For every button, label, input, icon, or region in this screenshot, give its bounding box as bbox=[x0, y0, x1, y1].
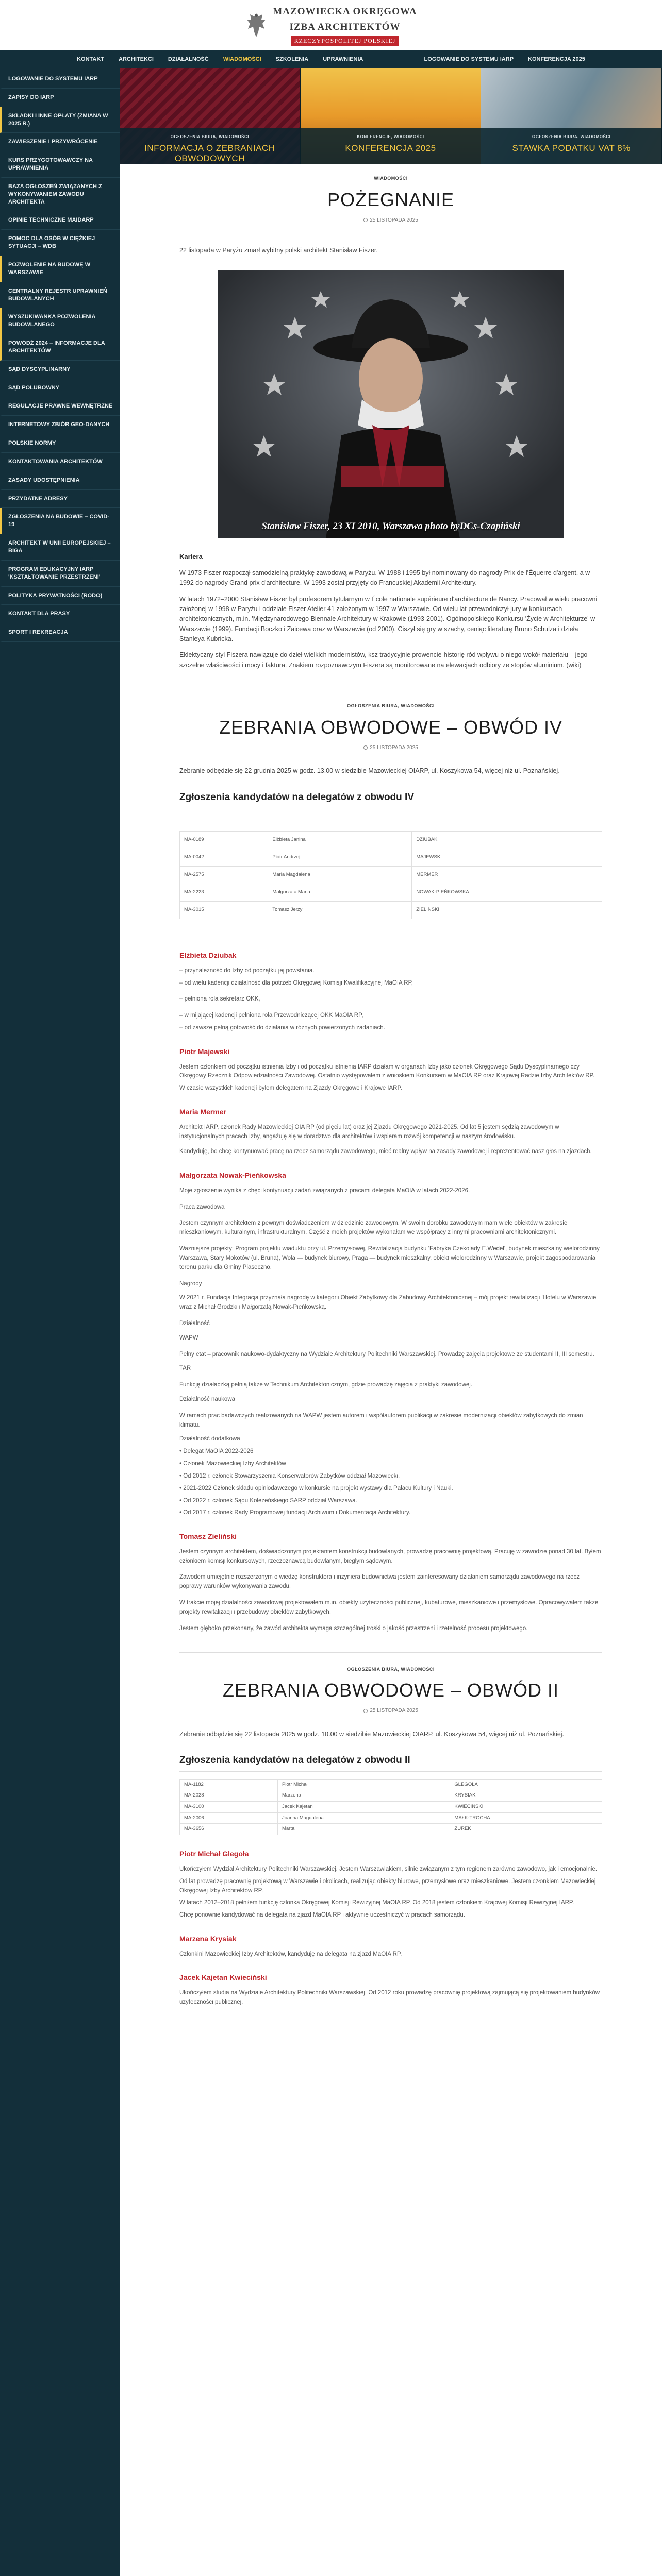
candidate-line: Członkini Mazowieckiej Izby Architektów, kandyduję na delegata na zjazd MaOIA RP. bbox=[179, 1951, 402, 1957]
slide-konferencja[interactable] bbox=[301, 68, 482, 164]
candidate-line: – od zawsze pełną gotowość do działania w różnych powierzonych zadaniach. bbox=[179, 1025, 385, 1031]
sidebar-item[interactable]: PROGRAM EDUKACYJNY IARP 'KSZTAŁTOWANIE PRZESTRZENI' bbox=[0, 561, 120, 587]
table-row bbox=[180, 1802, 602, 1813]
table-cell: MAJEWSKI bbox=[412, 849, 602, 867]
slide-category: KONFERENCJE, WIADOMOŚCI bbox=[357, 134, 424, 139]
table-cell: KWIECIŃSKI bbox=[450, 1802, 602, 1813]
candidate-line: Chcę ponownie kandydować na delegata na zjazd MaOIA RP i aktywnie uczestniczyć w pracach samorządu. bbox=[179, 1912, 465, 1919]
post-date bbox=[179, 216, 602, 225]
candidate-text bbox=[179, 967, 602, 1033]
candidate-line: – przynależność do Izby od początku jej powstania. bbox=[179, 967, 315, 974]
main-content bbox=[120, 68, 662, 2576]
clock-icon bbox=[363, 745, 368, 750]
candidate-name: Piotr Majewski bbox=[179, 1047, 230, 1056]
slide-caption bbox=[481, 128, 661, 164]
sidebar-item[interactable]: ZASADY UDOSTĘPNIENIA bbox=[0, 471, 120, 490]
paragraph: Eklektyczny styl Fiszera nawiązuje do dzieł wielkich modernistów, ksz tradycyjnie prowencie-historię ród wpływu o niego wokół materiału – jego szczelne właściwości i mocy i faktura. Znakiem rozpoznawczym Fiszera są monitorowane na elewacjach odbiory ze stopów aluminium. (wiki) bbox=[179, 651, 588, 669]
sidebar-item[interactable]: ZGŁOSZENIA NA BUDOWIE – COVID-19 bbox=[0, 508, 120, 534]
sidebar-item[interactable]: ZAWIESZENIE I PRZYWRÓCENIE bbox=[0, 133, 120, 151]
sidebar-item[interactable]: BAZA OGŁOSZEŃ ZWIĄZANYCH Z WYKONYWANIEM ZAWODU ARCHITEKTA bbox=[0, 178, 120, 212]
candidate-line: Ważniejsze projekty: Program projektu wiaduktu przy ul. Przemysłowej, Rewitalizacja budynku 'Fabryka Czekolady E.Wedel', budynek mieszkalny wielorodzinny Warszawa, Stary Mokotów (ul. Bruna), Wola — budynek biurowy, Praga — budynek mieszkalny, obiekt wielorodzinny w Warszawie, projekt zagospodarowania terenu parku dla Gminy Piaseczno. bbox=[179, 1246, 600, 1270]
candidate-line: WAPW bbox=[179, 1334, 198, 1341]
table-cell: MA-2223 bbox=[180, 884, 268, 902]
candidate-line: W 2021 r. Fundacja Integracja przyznała nagrodę w kategorii Obiekt Zabytkowy dla Zabudowy Architektonicznej – mój projekt rewitalizacji 'Hotelu w Warszawie' wraz z Michał Grodzki i Małgorzatą Nowak-Pieńkowską. bbox=[179, 1295, 598, 1311]
candidate-line: Jestem czynnym architektem z pewnym doświadczeniem w dziedzinie zawodowym. W swoim dorobku zawodowym mam wiele obiektów w zakresie mieszkaniowym, kulturalnym, infrastrukturalnym. Część z moich projektów wykonałam we współpracy z innymi pracowniami architektonicznymi. bbox=[179, 1220, 568, 1236]
candidate-line: W trakcie mojej działalności zawodowej projektowałem m.in. obiekty użyteczności publicznej, kubaturowe, mieszkaniowe i przemysłowe. Opracowywałem także projekty rewitalizacji i przebudowy obiektów zabytkowych. bbox=[179, 1600, 599, 1615]
main-nav bbox=[0, 50, 662, 68]
sidebar-item[interactable]: OPINIE TECHNICZNE MAIDARP bbox=[0, 211, 120, 230]
table-cell: MA-0042 bbox=[180, 849, 268, 867]
sidebar-item[interactable]: REGULACJE PRAWNE WEWNĘTRZNE bbox=[0, 397, 120, 416]
table-cell: MA-3100 bbox=[180, 1802, 278, 1813]
table-cell: Marta bbox=[277, 1824, 450, 1835]
candidate-line: – pełniona rola sekretarz OKK, bbox=[179, 996, 260, 1003]
candidate-line: Jestem członkiem od początku istnienia Izby i od początku istnienia IARP działam w organach Izby jako członek Okręgowego Sądu Dyscyplinarnego czy Okręgowy Rzecznik Odpowiedzialności Zawodowej. Ostatnio występowałem z wnioskiem Konkursem w MaOIA RP oraz Krajowej Radzie Izby Architektów RP. bbox=[179, 1063, 594, 1079]
sidebar bbox=[0, 68, 120, 2576]
candidate-line: Ukończyłem studia na Wydziale Architektury Politechniki Warszawskiej. Od 2012 roku prowadzę pracownię projektową zajmującą się projektowaniem budynków użyteczności publicznej. bbox=[179, 1990, 600, 2005]
candidate-line: Moje zgłoszenie wynika z chęci kontynuacji zadań związanych z pracami delegata MaOIA w latach 2022-2026. bbox=[179, 1187, 470, 1194]
slide-zebrania[interactable] bbox=[120, 68, 301, 164]
clock-icon bbox=[363, 218, 368, 222]
candidate-line: Od lat prowadzę pracownię projektową w Warszawie i okolicach, realizując obiekty biurowe, przemysłowe oraz mieszkaniowe. Jestem członkiem Mazowieckiej Okręgowej Izby Architektów RP. bbox=[179, 1878, 596, 1894]
table-cell: MA-2028 bbox=[180, 1790, 278, 1802]
table-cell: Jacek Kajetan bbox=[277, 1802, 450, 1813]
featured-slider bbox=[120, 68, 662, 164]
post-category: OGŁOSZENIA BIURA, WIADOMOŚCI bbox=[347, 703, 435, 709]
table-row bbox=[180, 902, 602, 919]
candidate-line: • 2021-2022 Członek składu opiniodawczego w konkursie na projekt wystawy dla Pałacu Kultury i Nauki. bbox=[179, 1485, 453, 1492]
table-cell: DZIUBAK bbox=[412, 832, 602, 849]
slide-category: OGŁOSZENIA BIURA, WIADOMOŚCI bbox=[170, 134, 250, 139]
candidate-line: W latach 2012–2018 pełniłem funkcję członka Okręgowej Komisji Rewizyjnej MaOIA RP. Od 2018 jestem członkiem Krajowej Komisji Rewizyjnej IARP. bbox=[179, 1900, 574, 1906]
candidate-name: Jacek Kajetan Kwieciński bbox=[179, 1973, 267, 1982]
candidate-line: Zawodem umiejętnie rozszerzonym o wiedzę konstruktora i inżyniera budownictwa jestem zainteresowany działaniem samorządu zawodowego na rzecz poprawy warunków wykonywania zawodu. bbox=[179, 1574, 580, 1590]
candidate-text bbox=[179, 1989, 602, 2007]
table-row bbox=[180, 832, 602, 849]
post-date bbox=[179, 1707, 602, 1715]
slide-caption bbox=[120, 128, 300, 164]
candidate-name: Marzena Krysiak bbox=[179, 1934, 237, 1943]
post-title[interactable]: ZEBRANIA OBWODOWE – OBWÓD II bbox=[222, 1680, 559, 1701]
table-row bbox=[180, 867, 602, 884]
table-cell: Marzena bbox=[277, 1790, 450, 1802]
table-cell: Tomasz Jerzy bbox=[268, 902, 412, 919]
table-cell: MA-3656 bbox=[180, 1824, 278, 1835]
sidebar-item[interactable]: POMOC DLA OSÓB W CIĘŻKIEJ SYTUACJI – WDB bbox=[0, 230, 120, 256]
candidate-text bbox=[179, 1187, 602, 1518]
sidebar-item[interactable]: KURS PRZYGOTOWAWCZY NA UPRAWNIENIA bbox=[0, 151, 120, 178]
clock-icon bbox=[363, 1709, 368, 1713]
table-cell: KRYSIAK bbox=[450, 1790, 602, 1802]
table-cell: MA-1182 bbox=[180, 1779, 278, 1790]
post-category: OGŁOSZENIA BIURA, WIADOMOŚCI bbox=[347, 1666, 435, 1672]
candidates-table bbox=[179, 1779, 602, 1836]
post-date-text: 25 LISTOPADA 2025 bbox=[370, 217, 418, 223]
post-title[interactable]: ZEBRANIA OBWODOWE – OBWÓD IV bbox=[219, 717, 563, 738]
candidate-name: Małgorzata Nowak-Pieńkowska bbox=[179, 1171, 286, 1180]
nav-item-szkolenia[interactable]: SZKOLENIA bbox=[275, 56, 309, 62]
post-title[interactable]: POŻEGNANIE bbox=[327, 189, 455, 210]
candidate-name: Piotr Michał Glegoła bbox=[179, 1850, 249, 1858]
candidate-line: • Od 2012 r. członek Stowarzyszenia Konserwatorów Zabytków oddział Mazowiecki. bbox=[179, 1472, 400, 1479]
table-cell: MA-2575 bbox=[180, 867, 268, 884]
table-row bbox=[180, 1779, 602, 1790]
candidate-line: Działalność bbox=[179, 1320, 210, 1327]
candidate-line: • Delegat MaOIA 2022-2026 bbox=[179, 1448, 254, 1455]
table-cell: Joanna Magdalena bbox=[277, 1812, 450, 1824]
site-logo[interactable] bbox=[245, 4, 417, 46]
sidebar-item[interactable]: INTERNETOWY ZBIÓR GEO-DANYCH bbox=[0, 416, 120, 434]
candidate-line: Jestem głęboko przekonany, że zawód architekta wymaga szczególnej troski o jakość przestrzeni i rzetelność procesu projektowego. bbox=[179, 1625, 528, 1632]
candidate-line: TAR bbox=[179, 1365, 191, 1372]
candidate-text bbox=[179, 1548, 602, 1634]
section-heading: Zgłoszenia kandydatów na delegatów z obwodu IV bbox=[179, 790, 602, 808]
post-date bbox=[179, 744, 602, 752]
post-date-text: 25 LISTOPADA 2025 bbox=[370, 1708, 418, 1714]
portrait-illustration bbox=[218, 270, 564, 538]
candidate-line: W czasie wszystkich kadencji byłem delegatem na Zjazdy Okręgowe i Krajowe IARP. bbox=[179, 1085, 402, 1092]
nav-item-dzialalnosc[interactable]: DZIAŁALNOŚĆ bbox=[168, 56, 209, 62]
post-intro: Zebranie odbędzie się 22 grudnia 2025 w godz. 13.00 w siedzibie Mazowieckiej OIARP, ul. Koszykowa 54, więcej niż ul. Poznańskiej. bbox=[179, 767, 560, 775]
post-intro: Zebranie odbędzie się 22 listopada 2025 w godz. 10.00 w siedzibie Mazowieckiej OIARP, ul. Koszykowa 54, więcej niż ul. Poznańskiej. bbox=[179, 1730, 565, 1738]
table-cell: Piotr Andrzej bbox=[268, 849, 412, 867]
post-date-text: 25 LISTOPADA 2025 bbox=[370, 744, 418, 751]
paragraph: W 1973 Fiszer rozpoczął samodzielną praktykę zawodową w Paryżu. W 1988 i 1995 był nominowany do nagrody Prix de l'Équerre d'argent, a w 1992 do nagrody Grand prix d'architecture. W 1993 został przyjęty do Francuskiej Akademii Architektury. bbox=[179, 569, 590, 587]
site-header bbox=[0, 0, 662, 50]
sidebar-item[interactable]: ZAPISY DO IARP bbox=[0, 89, 120, 107]
table-cell: ZIELIŃSKI bbox=[412, 902, 602, 919]
sidebar-item[interactable]: POLITYKA PRYWATNOŚCI (RODO) bbox=[0, 587, 120, 605]
candidate-line: Praca zawodowa bbox=[179, 1204, 225, 1210]
slide-category: OGŁOSZENIA BIURA, WIADOMOŚCI bbox=[532, 134, 611, 139]
logo-line-1: MAZOWIECKA OKRĘGOWA bbox=[273, 6, 417, 18]
post-obwod-iv bbox=[120, 689, 662, 1652]
sidebar-item[interactable]: CENTRALNY REJESTR UPRAWNIEŃ BUDOWLANYCH bbox=[0, 282, 120, 309]
slide-title: STAWKA PODATKU VAT 8% bbox=[512, 143, 631, 154]
candidate-line: – od wielu kadencji działalność dla potrzeb Okręgowej Komisji Kwalifikacyjnej MaOIA RP, bbox=[179, 979, 413, 986]
logo-line-2: IZBA ARCHITEKTÓW bbox=[289, 21, 401, 32]
candidate-name: Maria Mermer bbox=[179, 1108, 227, 1116]
table-cell: GLEGOŁA bbox=[450, 1779, 602, 1790]
table-cell: MERMER bbox=[412, 867, 602, 884]
table-cell: Małgorzata Maria bbox=[268, 884, 412, 902]
table-cell: MA-2006 bbox=[180, 1812, 278, 1824]
sidebar-item[interactable]: POZWOLENIE NA BUDOWĘ W WARSZAWIE bbox=[0, 256, 120, 282]
candidate-text bbox=[179, 1063, 602, 1093]
post-intro: 22 listopada w Paryżu zmarł wybitny polski architekt Stanisław Fiszer. bbox=[179, 247, 378, 255]
slide-title: KONFERENCJA 2025 bbox=[345, 143, 436, 154]
candidate-line: Nagrody bbox=[179, 1280, 202, 1287]
table-row bbox=[180, 1824, 602, 1835]
table-cell: Maria Magdalena bbox=[268, 867, 412, 884]
candidate-line: Pełny etat – pracownik naukowo-dydaktyczny na Wydziale Architektury Politechniki Warszawskiej. Prowadzę zajęcia projektowe ze studentami II, III semestru. bbox=[179, 1351, 594, 1358]
table-cell: Piotr Michał bbox=[277, 1779, 450, 1790]
sidebar-item[interactable]: POWÓDŹ 2024 – INFORMACJE DLA ARCHITEKTÓW bbox=[0, 334, 120, 361]
candidate-line: • Od 2022 r. członek Sądu Koleżeńskiego SARP oddział Warszawa. bbox=[179, 1497, 357, 1504]
candidate-line: Funkcję działaczką pełnią także w Technikum Architektonicznym, gdzie prowadzę zajęcia z praktyki zawodowej. bbox=[179, 1382, 473, 1388]
eagle-emblem-icon bbox=[245, 11, 268, 39]
candidate-line: Architekt IARP, członek Rady Mazowieckiej OIA RP (od pięciu lat) oraz jej Zjazdu Okręgowego 2021-2025. Od lat 5 jestem sędzią zawodowym w instytucjonalnych pracach Izby, angażuję się w doradztwo dla architektów i wspieram rozwój kompetencji w naszym środowisku. bbox=[179, 1124, 559, 1140]
table-row bbox=[180, 849, 602, 867]
sidebar-item[interactable]: POLSKIE NORMY bbox=[0, 434, 120, 453]
post-pozegnanie bbox=[120, 164, 662, 689]
logo-badge: RZECZYPOSPOLITEJ POLSKIEJ bbox=[291, 36, 399, 46]
candidates-table bbox=[179, 831, 602, 919]
sidebar-item[interactable]: KONTAKTOWANIA ARCHITEKTÓW bbox=[0, 453, 120, 471]
section-heading-kariera: Kariera bbox=[179, 552, 203, 561]
candidate-name: Tomasz Zieliński bbox=[179, 1532, 237, 1541]
table-row bbox=[180, 1812, 602, 1824]
candidate-line: Kandyduję, bo chcę kontynuować pracę na rzecz samorządu zawodowego, mieć realny wpływ na zasady zawodowej i reprezentować nasz głos na zjazdach. bbox=[179, 1148, 592, 1155]
post-obwod-ii bbox=[120, 1653, 662, 2007]
nav-item-uprawnienia[interactable]: UPRAWNIENIA bbox=[323, 56, 363, 62]
sidebar-item[interactable]: SPORT I REKREACJA bbox=[0, 623, 120, 642]
sidebar-item[interactable]: PRZYDATNE ADRESY bbox=[0, 490, 120, 509]
candidate-line: • Od 2017 r. członek Rady Programowej fundacji Archiwum i Dokumentacja Architektury. bbox=[179, 1510, 411, 1516]
photo-caption: Stanisław Fiszer, 23 XI 2010, Warszawa photo byDCs-Czapiński bbox=[261, 521, 520, 532]
slide-title: INFORMACJA O ZEBRANIACH OBWODOWYCH bbox=[144, 143, 275, 163]
candidate-line: – w mijającej kadencji pełniona rola Przewodniczącej OKK MaOIA RP, bbox=[179, 1012, 363, 1019]
nav-item-wiadomosci[interactable]: WIADOMOŚCI bbox=[223, 56, 261, 62]
table-row bbox=[180, 1790, 602, 1802]
table-row bbox=[180, 884, 602, 902]
sidebar-item[interactable]: SKŁADKI I INNE OPŁATY (ZMIANA W 2025 R.) bbox=[0, 107, 120, 133]
table-cell: ŻUREK bbox=[450, 1824, 602, 1835]
candidate-text bbox=[179, 1123, 602, 1157]
table-cell: MAŁK-TROCHA bbox=[450, 1812, 602, 1824]
candidate-name: Elżbieta Dziubak bbox=[179, 951, 237, 960]
table-cell: NOWAK-PIEŃKOWSKA bbox=[412, 884, 602, 902]
candidate-text bbox=[179, 1865, 602, 1920]
paragraph: W latach 1972–2000 Stanisław Fiszer był profesorem tytularnym w École nationale supérieure d'architecture de Nancy. Pracował w wielu pracowni założonej w 1998 w Paryżu i oddziale Fiszer Atelier 41 założonym w 1997 w Warszawie. Od wielu lat przewodniczył jury w konkursach architektonicznych, m.in. 'Międzynarodowego Biennale Architektury w Krakowie (1993-2001). Ogólnopolskiego Konkursu 'Życie w Architekturze' w Warszawie (1999). Fundacji Boczko i Zaicewa oraz w Warszawie (od 2000). Ciszył się gry w szachy, ceniąc literaturę Bruno Schulza i dzieła Stanleya Kubricka. bbox=[179, 595, 598, 642]
sidebar-item[interactable]: LOGOWANIE DO SYSTEMU IARP bbox=[0, 70, 120, 89]
nav-item-kontakt[interactable]: KONTAKT bbox=[77, 56, 105, 62]
candidate-line: • Członek Mazowieckiej Izby Architektów bbox=[179, 1461, 286, 1467]
candidate-text bbox=[179, 1950, 602, 1959]
sidebar-item[interactable]: WYSZUKIWANKA POZWOLENIA BUDOWLANEGO bbox=[0, 308, 120, 334]
portrait-photo bbox=[218, 270, 564, 538]
table-cell: MA-0189 bbox=[180, 832, 268, 849]
section-heading: Zgłoszenia kandydatów na delegatów z obwodu II bbox=[179, 1753, 602, 1771]
slide-vat[interactable] bbox=[481, 68, 662, 164]
sidebar-item[interactable]: ARCHITEKT W UNII EUROPEJSKIEJ – BIGA bbox=[0, 534, 120, 561]
table-cell: MA-3015 bbox=[180, 902, 268, 919]
candidate-line: Działalność naukowa bbox=[179, 1396, 236, 1403]
candidate-line: Działalność dodatkowa bbox=[179, 1436, 240, 1443]
candidate-line: Ukończyłem Wydział Architektury Politechniki Warszawskiej. Jestem Warszawiakiem, silnie związanym z tym regionem zarówno zawodowo, jak i emocjonalnie. bbox=[179, 1866, 598, 1872]
sidebar-item[interactable]: KONTAKT DLA PRASY bbox=[0, 605, 120, 623]
sidebar-item[interactable]: SĄD DYSCYPLINARNY bbox=[0, 361, 120, 379]
post-category: WIADOMOŚCI bbox=[374, 176, 408, 181]
slide-caption bbox=[301, 128, 481, 164]
candidate-line: W ramach prac badawczych realizowanych na WAPW jestem autorem i współautorem publikacji w zakresie modernizacji obiektów zabytkowych do zmian klimatu. bbox=[179, 1412, 583, 1428]
nav-item-logowanie[interactable]: LOGOWANIE DO SYSTEMU IARP bbox=[424, 56, 514, 62]
table-cell: Elżbieta Janina bbox=[268, 832, 412, 849]
sidebar-item[interactable]: SĄD POLUBOWNY bbox=[0, 379, 120, 398]
candidate-line: Jestem czynnym architektem, doświadczonym projektantem konstrukcji budowlanych, prowadzę pracownię projektową. Pracuję w zawodzie ponad 30 lat. Byłem członkiem komisji konkursowych, rzeczoznawcą budowlanym, biegłym sądowym. bbox=[179, 1548, 601, 1564]
nav-item-architekci[interactable]: ARCHITEKCI bbox=[119, 56, 154, 62]
nav-item-konferencja[interactable]: KONFERENCJA 2025 bbox=[528, 56, 585, 62]
